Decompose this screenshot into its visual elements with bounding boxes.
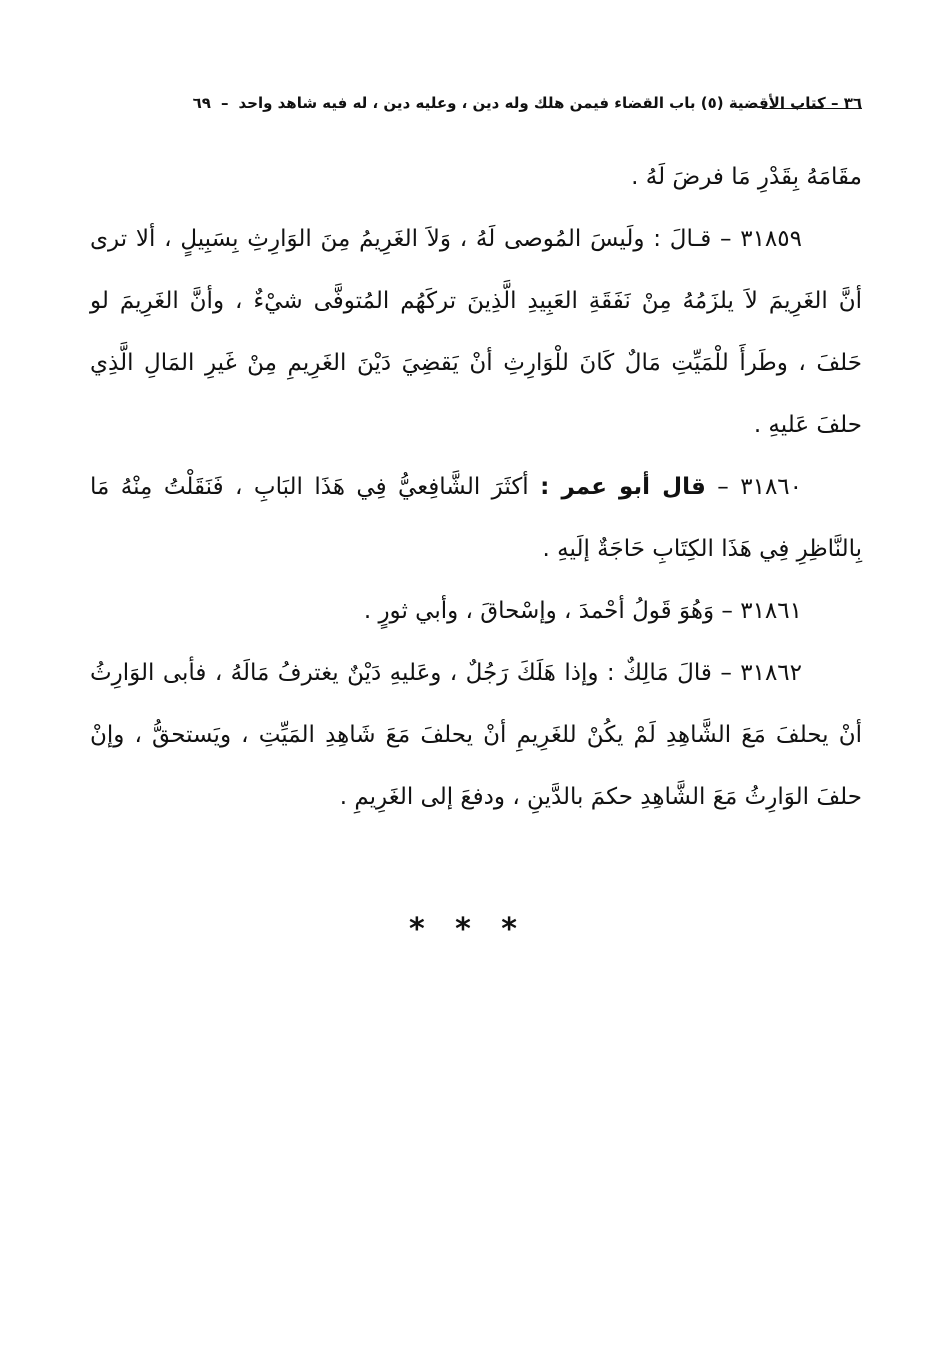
- paragraph-number: ٣١٨٦٢ –: [720, 660, 803, 686]
- paragraph-speaker: قال أبو عمر :: [540, 474, 706, 500]
- paragraph-31859: [90, 208, 862, 456]
- page-number: ٦٩: [192, 94, 211, 112]
- paragraph-number: ٣١٨٦٠ –: [717, 474, 803, 500]
- paragraph-number: ٣١٨٦١ –: [721, 598, 802, 624]
- paragraph-31862: [90, 642, 862, 828]
- paragraph-text: قالَ مَالِكٌ : وإذا هَلَكَ رَجُلٌ ، وعَليهِ دَيْنٌ يغترفُ مَالَهُ ، فأبى الوَارِثُ أنْ يحلفَ مَعَ الشَّاهِدِ لَمْ يكُنْ للغَرِيمِ أنْ يحلفَ مَعَ شَاهِدِ المَيِّتِ ، ويَستحقُّ ، وإنْ حلفَ الوَارِثُ مَعَ الشَّاهِدِ حكمَ بالدَّينِ ، ودفعَ إلى الغَرِيمِ .: [90, 660, 862, 810]
- paragraph-text: مقَامَهُ بِقَدْرِ مَا فرضَ لَهُ .: [631, 164, 862, 190]
- paragraph-number: ٣١٨٥٩ –: [719, 226, 802, 252]
- paragraph-31860: [90, 456, 862, 580]
- section-end-asterisks: * * *: [409, 912, 527, 947]
- paragraph-text: وَهُوَ قَولُ أحْمدَ ، وإسْحاقَ ، وأبي ثورٍ .: [363, 598, 715, 624]
- chapter-title: ٣٦ – كتاب الأقضية (٥) باب القضاء فيمن هلك وله دين ، وعليه دين ، له فيه شاهد واحد: [238, 94, 862, 112]
- header-rule: [762, 108, 862, 109]
- header-dash: –: [220, 94, 229, 112]
- body-text: [90, 146, 862, 828]
- paragraph-continuation: [90, 146, 862, 208]
- paragraph-text: أكثَرَ الشَّافِعيُّ فِي هَذَا البَابِ ، فَنَقَلْتُ مِنْهُ مَا بِالنَّاظِرِ فِي هَذَا الكِتَابِ حَاجَةٌ إلَيهِ .: [90, 474, 862, 562]
- running-header: [98, 88, 862, 118]
- paragraph-text: قـالَ : ولَيسَ المُوصى لَهُ ، وَلاَ الغَرِيمُ مِنَ الوَارِثِ بِسَبِيلٍ ، ألا ترى أنَّ الغَرِيمَ لاَ يلزَمُهُ مِنْ نَفَقَةِ العَبِيدِ الَّذِينَ تركَهُم المُتوفَّى شيْءٌ ، وأنَّ الغَرِيمَ لو حَلفَ ، وطَرأَ للْمَيِّتِ مَالٌ كَانَ للْوَارِثِ أنْ يَقضِيَ دَيْنَ الغَرِيمِ مِنْ غَيرِ المَالِ الَّذِي حلفَ عَليهِ .: [90, 226, 862, 438]
- paragraph-31861: [90, 580, 862, 642]
